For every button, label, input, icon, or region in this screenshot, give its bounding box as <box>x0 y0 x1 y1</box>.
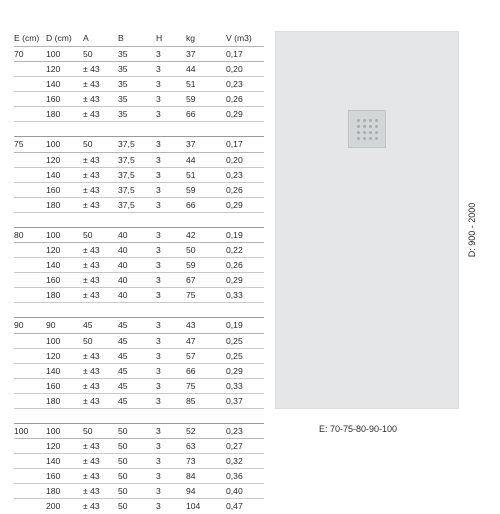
table-cell: 0,19 <box>226 320 243 331</box>
table-cell: 3 <box>156 109 161 120</box>
table-cell: 35 <box>118 49 128 59</box>
table-cell: ± 43 <box>83 486 100 497</box>
table-cell: 140 <box>46 79 61 90</box>
table-cell: 100 <box>14 425 29 436</box>
col-header-d: D (cm) <box>46 33 72 43</box>
table-cell: 42 <box>186 229 196 240</box>
shower-tray-image <box>275 31 459 409</box>
table-cell: 3 <box>156 290 161 301</box>
table-cell: 3 <box>156 486 161 497</box>
table-cell: 140 <box>46 456 61 467</box>
table-cell: 0,22 <box>226 245 243 256</box>
table-row <box>14 107 264 122</box>
table-cell: 52 <box>186 425 196 436</box>
table-cell: 75 <box>186 290 196 301</box>
group-spacer <box>14 122 264 137</box>
table-cell <box>14 258 46 273</box>
table-cell: 45 <box>118 350 128 361</box>
table-cell: 0,26 <box>226 94 243 105</box>
table-cell: 50 <box>118 501 128 512</box>
table-cell: ± 43 <box>83 275 100 286</box>
table-row <box>14 333 264 348</box>
table-cell: 0,26 <box>226 260 243 271</box>
col-header-h: H <box>156 33 163 43</box>
table-row <box>14 92 264 107</box>
table-cell: 73 <box>186 456 196 467</box>
table-cell: 180 <box>46 290 61 301</box>
table-cell: 50 <box>118 425 128 436</box>
table-cell: 120 <box>46 154 61 165</box>
table-cell: 50 <box>118 456 128 467</box>
table-cell: 3 <box>156 139 161 150</box>
table-row <box>14 47 264 62</box>
table-cell: 50 <box>118 486 128 497</box>
table-cell: 59 <box>186 184 196 195</box>
table-cell: 0,20 <box>226 154 243 165</box>
drain-grate <box>348 110 386 148</box>
table-cell: 100 <box>46 139 61 150</box>
table-cell: 3 <box>156 380 161 391</box>
table-cell: ± 43 <box>83 109 100 120</box>
table-row <box>14 243 264 258</box>
table-cell: 50 <box>118 441 128 452</box>
table-cell <box>14 439 46 454</box>
table-cell <box>14 484 46 499</box>
table-cell: ± 43 <box>83 350 100 361</box>
table-row <box>14 77 264 92</box>
table-cell: 84 <box>186 471 196 482</box>
table-cell: 180 <box>46 199 61 210</box>
table-cell: ± 43 <box>83 395 100 406</box>
table-cell: 180 <box>46 486 61 497</box>
table-cell: 40 <box>118 275 128 286</box>
header-row <box>14 30 264 47</box>
table-cell: 160 <box>46 275 61 286</box>
group-spacer <box>14 212 264 227</box>
table-row <box>14 167 264 182</box>
table-cell: 40 <box>118 229 128 240</box>
table-cell: 120 <box>46 441 61 452</box>
table-cell: 3 <box>156 456 161 467</box>
table-cell: 43 <box>186 320 196 331</box>
table-cell: 3 <box>156 350 161 361</box>
table-cell: 37,5 <box>118 169 135 180</box>
table-cell: 3 <box>156 471 161 482</box>
table-cell: 47 <box>186 335 196 346</box>
table-cell: 45 <box>118 335 128 346</box>
table-cell: 50 <box>83 229 93 240</box>
table-cell: 100 <box>46 49 61 59</box>
table-cell: 51 <box>186 79 196 90</box>
table-cell: 160 <box>46 184 61 195</box>
table-cell: ± 43 <box>83 154 100 165</box>
table-cell <box>14 243 46 258</box>
table-cell: 0,47 <box>226 501 243 512</box>
table-cell: 3 <box>156 94 161 105</box>
table-cell: ± 43 <box>83 245 100 256</box>
table-cell: 35 <box>118 94 128 105</box>
table-cell: 67 <box>186 275 196 286</box>
table-cell: 37 <box>186 49 196 59</box>
table-row <box>14 227 264 242</box>
table-cell: 3 <box>156 79 161 90</box>
table-cell: 59 <box>186 94 196 105</box>
table-cell: 120 <box>46 64 61 75</box>
col-header-a: A <box>83 33 89 43</box>
table-cell: ± 43 <box>83 64 100 75</box>
table-cell <box>14 499 46 514</box>
table-cell: 0,33 <box>226 290 243 301</box>
width-dimension-label: E: 70-75-80-90-100 <box>319 424 398 434</box>
table-cell: 35 <box>118 109 128 120</box>
table-body <box>14 47 264 514</box>
spacer-cell <box>14 122 264 137</box>
table-cell: 44 <box>186 64 196 75</box>
table-cell: 35 <box>118 64 128 75</box>
table-cell: 200 <box>46 501 61 512</box>
table-cell: 0,37 <box>226 395 243 406</box>
table-cell: 0,25 <box>226 350 243 361</box>
table-cell: 0,29 <box>226 199 243 210</box>
table-cell: 140 <box>46 365 61 376</box>
table-cell: 140 <box>46 260 61 271</box>
table-cell: 37,5 <box>118 184 135 195</box>
table-cell: 50 <box>118 471 128 482</box>
group-spacer <box>14 408 264 423</box>
spec-table <box>14 30 264 514</box>
col-header-v: V (m3) <box>226 33 252 43</box>
table-cell: 100 <box>46 229 61 240</box>
table-cell: ± 43 <box>83 441 100 452</box>
table-cell: 3 <box>156 169 161 180</box>
table-cell: 59 <box>186 260 196 271</box>
table-cell: 0,20 <box>226 64 243 75</box>
table-cell: 50 <box>83 49 93 59</box>
table-cell: 44 <box>186 154 196 165</box>
spacer-cell <box>14 212 264 227</box>
table-cell: 180 <box>46 395 61 406</box>
table-cell: 37,5 <box>118 154 135 165</box>
table-cell: 85 <box>186 395 196 406</box>
table-cell: 160 <box>46 471 61 482</box>
table-cell: ± 43 <box>83 94 100 105</box>
table-cell: 45 <box>83 320 93 331</box>
table-cell: 3 <box>156 245 161 256</box>
table-cell: 75 <box>186 380 196 391</box>
table-cell: ± 43 <box>83 199 100 210</box>
table-cell: 90 <box>46 320 56 331</box>
table-cell: 90 <box>14 320 24 331</box>
col-header-e: E (cm) <box>14 33 40 43</box>
table-cell: 35 <box>118 79 128 90</box>
table-cell: 80 <box>14 229 24 240</box>
table-cell: 3 <box>156 49 161 59</box>
table-cell: 3 <box>156 229 161 240</box>
table-cell <box>14 469 46 484</box>
table-cell: 120 <box>46 350 61 361</box>
table-cell: 37,5 <box>118 199 135 210</box>
table-row <box>14 469 264 484</box>
table-cell <box>14 197 46 212</box>
table-row <box>14 273 264 288</box>
table-cell <box>14 167 46 182</box>
table-cell: 104 <box>186 501 201 512</box>
table-cell: 180 <box>46 109 61 120</box>
table-cell: 3 <box>156 501 161 512</box>
table-cell: 0,19 <box>226 229 243 240</box>
table-cell: ± 43 <box>83 456 100 467</box>
table-cell: 3 <box>156 199 161 210</box>
table-cell <box>14 182 46 197</box>
table-cell: 0,23 <box>226 79 243 90</box>
table-cell: ± 43 <box>83 184 100 195</box>
table-cell: 37 <box>186 139 196 150</box>
table-cell: 0,32 <box>226 456 243 467</box>
col-header-kg: kg <box>186 33 196 43</box>
table-cell: 0,17 <box>226 139 243 150</box>
table-cell: 3 <box>156 320 161 331</box>
table-row <box>14 62 264 77</box>
table-row <box>14 318 264 333</box>
table-row <box>14 288 264 303</box>
table-cell: ± 43 <box>83 501 100 512</box>
table-cell <box>14 77 46 92</box>
table-cell <box>14 288 46 303</box>
table-cell: 120 <box>46 245 61 256</box>
table-cell: 40 <box>118 245 128 256</box>
table-row <box>14 363 264 378</box>
table-cell: 0,29 <box>226 365 243 376</box>
table-cell <box>14 348 46 363</box>
table-cell: 50 <box>186 245 196 256</box>
table-row <box>14 378 264 393</box>
table-cell: 0,27 <box>226 441 243 452</box>
table-cell: 70 <box>14 49 24 59</box>
table-cell: ± 43 <box>83 290 100 301</box>
table-cell: 3 <box>156 441 161 452</box>
table-cell: 66 <box>186 109 196 120</box>
table-cell <box>14 62 46 77</box>
table-cell: 66 <box>186 365 196 376</box>
table-cell: 3 <box>156 395 161 406</box>
table-cell: 50 <box>83 425 93 436</box>
table-cell: 51 <box>186 169 196 180</box>
table-row <box>14 137 264 152</box>
table-row <box>14 484 264 499</box>
table-cell: 3 <box>156 64 161 75</box>
table-cell: 50 <box>83 335 93 346</box>
table-cell: 0,40 <box>226 486 243 497</box>
table-cell: 40 <box>118 290 128 301</box>
table-cell: 45 <box>118 365 128 376</box>
table-cell: 66 <box>186 199 196 210</box>
table-row <box>14 454 264 469</box>
table-cell: ± 43 <box>83 260 100 271</box>
table-cell: 160 <box>46 94 61 105</box>
table-cell: 0,23 <box>226 425 243 436</box>
table-row <box>14 258 264 273</box>
table-cell: 0,33 <box>226 380 243 391</box>
table-cell: 0,29 <box>226 109 243 120</box>
table-cell: 40 <box>118 260 128 271</box>
table-row <box>14 182 264 197</box>
table-cell: ± 43 <box>83 471 100 482</box>
table-cell: 3 <box>156 335 161 346</box>
table-cell: 50 <box>83 139 93 150</box>
table-row <box>14 348 264 363</box>
table-cell: 0,26 <box>226 184 243 195</box>
table-cell: 140 <box>46 169 61 180</box>
table-cell: 3 <box>156 365 161 376</box>
table-cell <box>14 273 46 288</box>
table-cell <box>14 454 46 469</box>
table-cell <box>14 363 46 378</box>
table-cell: 94 <box>186 486 196 497</box>
table-cell <box>14 107 46 122</box>
table-cell: 160 <box>46 380 61 391</box>
table-row <box>14 393 264 408</box>
table-cell: 0,17 <box>226 49 243 59</box>
table-cell: 45 <box>118 380 128 391</box>
table-cell: 100 <box>46 425 61 436</box>
spacer-cell <box>14 303 264 318</box>
table-cell: 75 <box>14 139 24 150</box>
table-cell: 100 <box>46 335 61 346</box>
table-cell <box>14 152 46 167</box>
table-cell: 3 <box>156 260 161 271</box>
table-cell: ± 43 <box>83 79 100 90</box>
table-row <box>14 197 264 212</box>
table-cell: 57 <box>186 350 196 361</box>
table-cell: ± 43 <box>83 169 100 180</box>
table-cell: 3 <box>156 184 161 195</box>
spacer-cell <box>14 408 264 423</box>
drain-holes <box>355 117 379 141</box>
table-row <box>14 152 264 167</box>
table-cell <box>14 333 46 348</box>
group-spacer <box>14 303 264 318</box>
table-row <box>14 423 264 438</box>
table-cell: 37,5 <box>118 139 135 150</box>
table-cell: 3 <box>156 154 161 165</box>
table-cell: 3 <box>156 275 161 286</box>
table-row <box>14 499 264 514</box>
table-cell: ± 43 <box>83 380 100 391</box>
table-cell: ± 43 <box>83 365 100 376</box>
table-row <box>14 439 264 454</box>
table-cell: 0,23 <box>226 169 243 180</box>
table-cell: 63 <box>186 441 196 452</box>
table-cell: 0,29 <box>226 275 243 286</box>
table-cell <box>14 378 46 393</box>
table-header <box>14 30 264 47</box>
table-cell: 45 <box>118 320 128 331</box>
depth-dimension-label: D: 900 - 2000 <box>467 202 477 258</box>
table-cell <box>14 393 46 408</box>
table-cell: 0,25 <box>226 335 243 346</box>
col-header-b: B <box>118 33 124 43</box>
table-cell: 3 <box>156 425 161 436</box>
table-cell: 45 <box>118 395 128 406</box>
table-cell <box>14 92 46 107</box>
table-cell: 0,36 <box>226 471 243 482</box>
